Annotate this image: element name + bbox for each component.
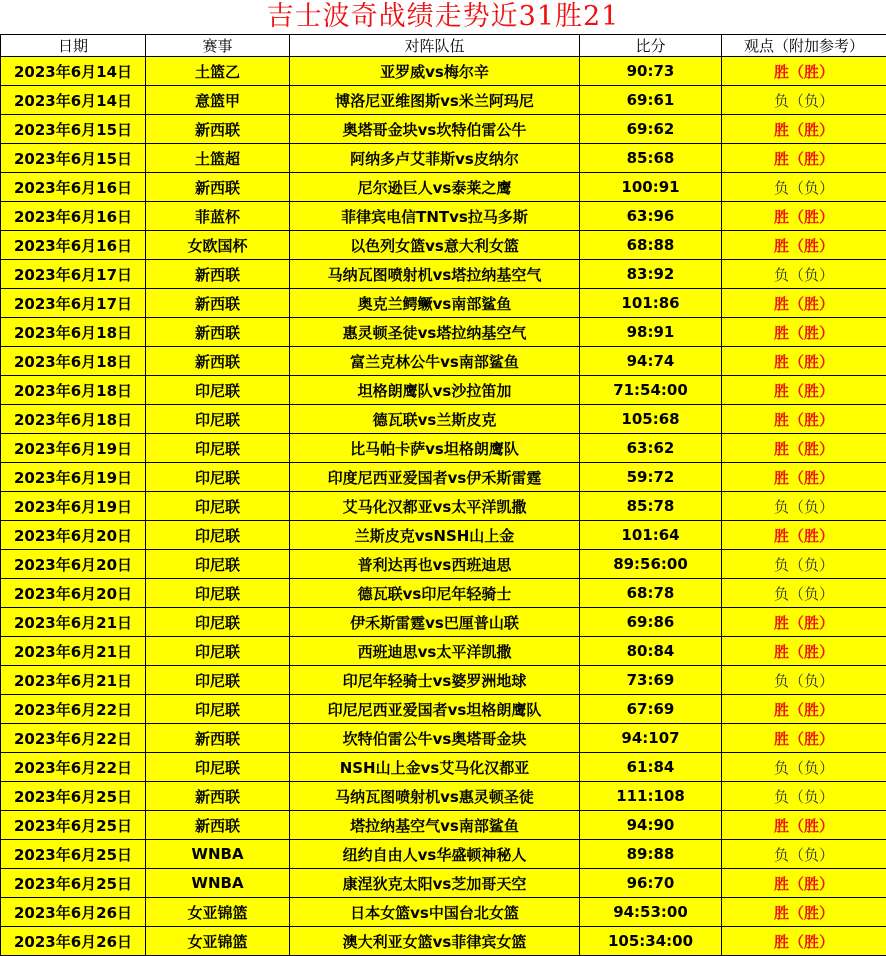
cell-view: 负（负） [722, 579, 886, 608]
cell-score: 68:88 [580, 231, 722, 260]
cell-league: 新西联 [146, 318, 290, 347]
cell-date: 2023年6月18日 [1, 318, 146, 347]
cell-date: 2023年6月20日 [1, 521, 146, 550]
cell-match: 奥克兰鳄鳜vs南部鲨鱼 [290, 289, 580, 318]
cell-league: 新西联 [146, 782, 290, 811]
cell-score: 69:86 [580, 608, 722, 637]
cell-view: 胜（胜） [722, 695, 886, 724]
cell-view: 负（负） [722, 666, 886, 695]
cell-league: 新西联 [146, 115, 290, 144]
header-match: 对阵队伍 [290, 35, 580, 57]
cell-match: 艾马化汉都亚vs太平洋凯撒 [290, 492, 580, 521]
table-row [1, 811, 886, 840]
cell-view: 胜（胜） [722, 57, 886, 86]
cell-league: 土篮超 [146, 144, 290, 173]
cell-match: 坎特伯雷公牛vs奥塔哥金块 [290, 724, 580, 753]
table-row [1, 115, 886, 144]
cell-score: 69:61 [580, 86, 722, 115]
cell-league: 印尼联 [146, 579, 290, 608]
cell-match: 以色列女篮vs意大利女篮 [290, 231, 580, 260]
cell-score: 101:86 [580, 289, 722, 318]
table-row [1, 782, 886, 811]
cell-view: 负（负） [722, 840, 886, 869]
cell-league: 新西联 [146, 173, 290, 202]
cell-date: 2023年6月18日 [1, 405, 146, 434]
cell-league: 女亚锦篮 [146, 898, 290, 927]
cell-score: 111:108 [580, 782, 722, 811]
cell-view: 负（负） [722, 782, 886, 811]
cell-league: 新西联 [146, 724, 290, 753]
cell-view: 胜（胜） [722, 724, 886, 753]
cell-league: 印尼联 [146, 666, 290, 695]
header-row [1, 35, 886, 57]
cell-view: 胜（胜） [722, 434, 886, 463]
cell-date: 2023年6月22日 [1, 724, 146, 753]
table-row [1, 666, 886, 695]
cell-view: 负（负） [722, 550, 886, 579]
table-row [1, 753, 886, 782]
cell-date: 2023年6月26日 [1, 898, 146, 927]
cell-score: 94:90 [580, 811, 722, 840]
cell-score: 63:62 [580, 434, 722, 463]
cell-view: 胜（胜） [722, 927, 886, 956]
cell-match: 尼尔逊巨人vs泰莱之鹰 [290, 173, 580, 202]
cell-match: 印尼年轻骑士vs婆罗洲地球 [290, 666, 580, 695]
cell-date: 2023年6月19日 [1, 463, 146, 492]
table-row [1, 260, 886, 289]
cell-date: 2023年6月26日 [1, 927, 146, 956]
table-row [1, 463, 886, 492]
cell-match: 德瓦联vs兰斯皮克 [290, 405, 580, 434]
table-row [1, 405, 886, 434]
cell-score: 85:68 [580, 144, 722, 173]
cell-match: 印尼尼西亚爱国者vs坦格朗鹰队 [290, 695, 580, 724]
cell-league: 女亚锦篮 [146, 927, 290, 956]
table-row [1, 318, 886, 347]
cell-match: 菲律宾电信TNTvs拉马多斯 [290, 202, 580, 231]
cell-league: 印尼联 [146, 637, 290, 666]
cell-date: 2023年6月22日 [1, 695, 146, 724]
cell-score: 98:91 [580, 318, 722, 347]
cell-match: 康涅狄克太阳vs芝加哥天空 [290, 869, 580, 898]
header-view: 观点（附加参考） [722, 35, 886, 57]
header-score: 比分 [580, 35, 722, 57]
cell-view: 胜（胜） [722, 898, 886, 927]
cell-match: 阿纳多卢艾菲斯vs皮纳尔 [290, 144, 580, 173]
table-row [1, 347, 886, 376]
cell-score: 94:74 [580, 347, 722, 376]
table-row [1, 173, 886, 202]
cell-score: 59:72 [580, 463, 722, 492]
cell-view: 负（负） [722, 173, 886, 202]
cell-league: 菲蓝杯 [146, 202, 290, 231]
table-row [1, 289, 886, 318]
header-league: 赛事 [146, 35, 290, 57]
table-row [1, 202, 886, 231]
table-row [1, 492, 886, 521]
table-row [1, 898, 886, 927]
table-row [1, 840, 886, 869]
table-row [1, 434, 886, 463]
cell-match: 塔拉纳基空气vs南部鲨鱼 [290, 811, 580, 840]
cell-score: 94:107 [580, 724, 722, 753]
cell-match: 博洛尼亚维图斯vs米兰阿玛尼 [290, 86, 580, 115]
cell-score: 61:84 [580, 753, 722, 782]
table-row [1, 550, 886, 579]
sheet-title: 吉士波奇战绩走势近31胜21 [0, 0, 886, 34]
cell-view: 胜（胜） [722, 608, 886, 637]
cell-date: 2023年6月20日 [1, 579, 146, 608]
cell-league: 印尼联 [146, 405, 290, 434]
cell-date: 2023年6月17日 [1, 260, 146, 289]
cell-date: 2023年6月17日 [1, 289, 146, 318]
table-row [1, 695, 886, 724]
cell-score: 105:68 [580, 405, 722, 434]
cell-match: 德瓦联vs印尼年轻骑士 [290, 579, 580, 608]
cell-score: 90:73 [580, 57, 722, 86]
cell-view: 负（负） [722, 260, 886, 289]
cell-match: 奥塔哥金块vs坎特伯雷公牛 [290, 115, 580, 144]
cell-match: NSH山上金vs艾马化汉都亚 [290, 753, 580, 782]
cell-score: 80:84 [580, 637, 722, 666]
header-date: 日期 [1, 35, 146, 57]
cell-league: 意篮甲 [146, 86, 290, 115]
cell-league: 印尼联 [146, 550, 290, 579]
cell-date: 2023年6月21日 [1, 608, 146, 637]
cell-league: 女欧国杯 [146, 231, 290, 260]
cell-match: 西班迪思vs太平洋凯撒 [290, 637, 580, 666]
cell-date: 2023年6月19日 [1, 492, 146, 521]
cell-view: 胜（胜） [722, 376, 886, 405]
table-row [1, 57, 886, 86]
cell-score: 63:96 [580, 202, 722, 231]
cell-view: 胜（胜） [722, 231, 886, 260]
cell-score: 89:56:00 [580, 550, 722, 579]
cell-match: 马纳瓦图喷射机vs塔拉纳基空气 [290, 260, 580, 289]
cell-score: 67:69 [580, 695, 722, 724]
cell-league: 印尼联 [146, 434, 290, 463]
cell-date: 2023年6月25日 [1, 782, 146, 811]
cell-view: 负（负） [722, 86, 886, 115]
cell-date: 2023年6月16日 [1, 173, 146, 202]
cell-score: 85:78 [580, 492, 722, 521]
cell-date: 2023年6月16日 [1, 231, 146, 260]
cell-date: 2023年6月19日 [1, 434, 146, 463]
cell-league: 土篮乙 [146, 57, 290, 86]
cell-date: 2023年6月21日 [1, 666, 146, 695]
cell-date: 2023年6月18日 [1, 376, 146, 405]
cell-match: 纽约自由人vs华盛顿神秘人 [290, 840, 580, 869]
table-row [1, 637, 886, 666]
cell-match: 比马帕卡萨vs坦格朗鹰队 [290, 434, 580, 463]
table-row [1, 869, 886, 898]
cell-league: 新西联 [146, 811, 290, 840]
cell-score: 96:70 [580, 869, 722, 898]
cell-league: 新西联 [146, 260, 290, 289]
cell-date: 2023年6月14日 [1, 57, 146, 86]
cell-league: WNBA [146, 840, 290, 869]
cell-score: 83:92 [580, 260, 722, 289]
cell-date: 2023年6月25日 [1, 869, 146, 898]
cell-view: 胜（胜） [722, 202, 886, 231]
cell-date: 2023年6月22日 [1, 753, 146, 782]
cell-view: 负（负） [722, 753, 886, 782]
cell-view: 胜（胜） [722, 318, 886, 347]
cell-date: 2023年6月14日 [1, 86, 146, 115]
cell-league: WNBA [146, 869, 290, 898]
cell-league: 印尼联 [146, 463, 290, 492]
cell-date: 2023年6月16日 [1, 202, 146, 231]
cell-view: 胜（胜） [722, 289, 886, 318]
cell-date: 2023年6月15日 [1, 144, 146, 173]
cell-view: 胜（胜） [722, 869, 886, 898]
cell-date: 2023年6月25日 [1, 811, 146, 840]
cell-date: 2023年6月25日 [1, 840, 146, 869]
cell-view: 胜（胜） [722, 115, 886, 144]
table-row [1, 231, 886, 260]
cell-view: 胜（胜） [722, 521, 886, 550]
cell-date: 2023年6月20日 [1, 550, 146, 579]
cell-league: 印尼联 [146, 376, 290, 405]
cell-league: 印尼联 [146, 753, 290, 782]
cell-view: 负（负） [722, 492, 886, 521]
cell-score: 73:69 [580, 666, 722, 695]
cell-match: 富兰克林公牛vs南部鲨鱼 [290, 347, 580, 376]
table-row [1, 724, 886, 753]
cell-match: 伊禾斯雷霆vs巴厘普山联 [290, 608, 580, 637]
cell-match: 马纳瓦图喷射机vs惠灵顿圣徒 [290, 782, 580, 811]
table-row [1, 927, 886, 956]
cell-league: 新西联 [146, 347, 290, 376]
cell-match: 坦格朗鹰队vs沙拉笛加 [290, 376, 580, 405]
cell-match: 澳大利亚女篮vs菲律宾女篮 [290, 927, 580, 956]
cell-score: 94:53:00 [580, 898, 722, 927]
cell-score: 105:34:00 [580, 927, 722, 956]
cell-league: 印尼联 [146, 492, 290, 521]
cell-match: 日本女篮vs中国台北女篮 [290, 898, 580, 927]
cell-match: 亚罗威vs梅尔辛 [290, 57, 580, 86]
table-row [1, 579, 886, 608]
cell-score: 68:78 [580, 579, 722, 608]
cell-date: 2023年6月15日 [1, 115, 146, 144]
cell-score: 101:64 [580, 521, 722, 550]
table-row [1, 521, 886, 550]
table-row [1, 144, 886, 173]
cell-match: 印度尼西亚爱国者vs伊禾斯雷霆 [290, 463, 580, 492]
table-row [1, 608, 886, 637]
results-table [0, 34, 886, 956]
cell-match: 普利达再也vs西班迪思 [290, 550, 580, 579]
cell-league: 印尼联 [146, 608, 290, 637]
cell-view: 胜（胜） [722, 144, 886, 173]
cell-league: 印尼联 [146, 521, 290, 550]
cell-league: 印尼联 [146, 695, 290, 724]
cell-match: 惠灵顿圣徒vs塔拉纳基空气 [290, 318, 580, 347]
cell-score: 89:88 [580, 840, 722, 869]
cell-score: 69:62 [580, 115, 722, 144]
cell-score: 100:91 [580, 173, 722, 202]
table-row [1, 86, 886, 115]
cell-date: 2023年6月18日 [1, 347, 146, 376]
table-row [1, 376, 886, 405]
cell-date: 2023年6月21日 [1, 637, 146, 666]
cell-view: 胜（胜） [722, 463, 886, 492]
cell-league: 新西联 [146, 289, 290, 318]
cell-view: 胜（胜） [722, 347, 886, 376]
cell-score: 71:54:00 [580, 376, 722, 405]
cell-view: 胜（胜） [722, 405, 886, 434]
cell-view: 胜（胜） [722, 637, 886, 666]
cell-view: 胜（胜） [722, 811, 886, 840]
cell-match: 兰斯皮克vsNSH山上金 [290, 521, 580, 550]
